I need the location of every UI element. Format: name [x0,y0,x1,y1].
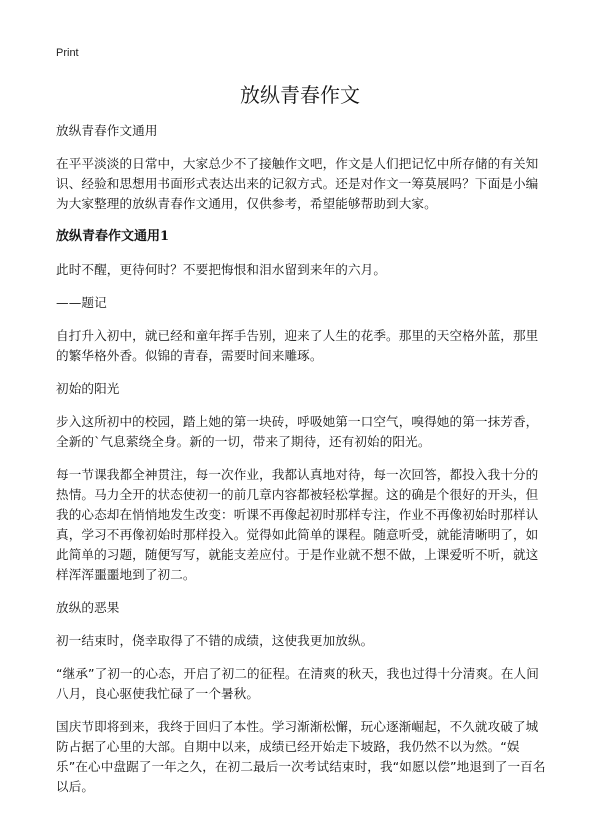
document-body [56,121,546,810]
section-heading: 放纵青春作文通用1 [56,229,170,244]
document-title: 放纵青春作文 [240,83,360,107]
epigraph-label: ——题记 [56,295,107,310]
body-paragraph: “继承”了初一的心态，开启了初二的征程。在清爽的秋天，我也过得十分清爽。在人间八月，良心驱使我忙碌了一个暑秋。 [56,666,539,701]
intro-paragraph: 在平平淡淡的日常中，大家总少不了接触作文吧，作文是人们把记忆中所存储的有关知识、经验和思想用书面形式表达出来的记叙方式。还是对作文一筹莫展吗？下面是小编为大家整理的放纵青春作文通用，仅供参考，希望能够帮助到大家。 [56,156,539,211]
subheading-bad-consequence: 放纵的恶果 [56,600,120,615]
body-paragraph: 步入这所初中的校园，踏上她的第一块砖，呼吸她第一口空气，嗅得她的第一抹芳香，全新的`气息萦绕全身。新的一切，带来了期待，还有初始的阳光。 [56,414,539,449]
subtitle-paragraph: 放纵青春作文通用 [56,123,158,138]
opening-line: 此时不醒，更待何时？不要把悔恨和泪水留到来年的六月。 [56,262,387,277]
body-paragraph: 初一结束时，侥幸取得了不错的成绩，这使我更加放纵。 [56,633,374,648]
body-paragraph: 国庆节即将到来，我终于回归了本性。学习渐渐松懈，玩心逐渐崛起，不久就攻破了城防占据了心里的大部。自期中以来，成绩已经开始走下坡路，我仍然不以为然。“娱乐”在心中盘踞了一年之久，在初二最后一次考试结束时，我“如愿以偿”地退到了一百名以后。 [56,719,546,794]
body-paragraph: 自打升入初中，就已经和童年挥手告别，迎来了人生的花季。那里的天空格外蓝，那里的繁华格外香。似锦的青春，需要时间来雕琢。 [56,328,539,363]
print-label: Print [56,47,79,59]
subheading-initial-sunshine: 初始的阳光 [56,381,120,396]
body-paragraph: 每一节课我都全神贯注，每一次作业，我都认真地对待，每一次回答，都投入我十分的热情。马力全开的状态使初一的前几章内容都被轻松掌握。这的确是个很好的开头，但我的心态却在悄悄地发生改变：听课不再像起初时那样专注，作业不再像初始时那样认真，学习不再像初始时那样投入。觉得如此简单的课程。随意听受，就能清晰明了，如此简单的习题，随便写写，就能支差应付。于是作业就不想不做，上课爱听不听，就这样浑浑噩噩地到了初二。 [56,467,539,582]
